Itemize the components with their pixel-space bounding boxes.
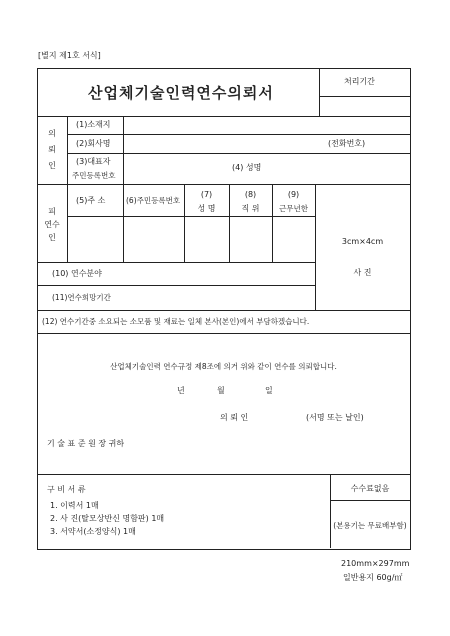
trainee-name-num: (7) (200, 190, 213, 199)
paper-stock: 일반용지 60g/㎡ (343, 573, 403, 582)
trainee-id-header: (6)주민등록번호 (126, 196, 181, 205)
processing-period-label: 처리기간 (344, 77, 375, 86)
form-title: 산업체기술인력연수의뢰서 (88, 84, 274, 102)
representative-id-label: 주민등록번호 (72, 171, 116, 180)
requester-sign-label: 의 뢰 인 (220, 413, 249, 422)
date-year: 년 (177, 386, 185, 395)
photo-label: 사 진 (353, 268, 372, 277)
trainee-years-num: (9) (287, 190, 300, 199)
recipient: 기 술 표 준 원 장 귀하 (47, 439, 125, 448)
trainee-group-label: 피 연수 인 (44, 207, 60, 242)
fee-label: 수수료없음 (350, 484, 390, 493)
representative-label: (3)대표자 (76, 157, 111, 166)
trainee-rank-num: (8) (244, 190, 257, 199)
document-item: 1. 이력서 1매 (50, 501, 99, 510)
trainee-years-header: 근무년한 (279, 204, 308, 213)
fee-note: (본용기는 무료배부함) (333, 521, 407, 530)
document-item: 3. 서약서(소정양식) 1매 (50, 527, 136, 536)
paper-size: 210mm×297mm (341, 559, 410, 568)
date-day: 일 (265, 386, 273, 395)
field-area-label: (10) 연수분야 (52, 269, 102, 278)
field-period-label: (11)연수희망기간 (52, 293, 111, 302)
documents-heading: 구 비 서 류 (47, 485, 86, 494)
name-label: (4) 성명 (232, 163, 262, 172)
requester-group-label: 의 뢰 인 (48, 129, 56, 170)
trainee-address-header: (5)주 소 (76, 196, 106, 205)
address-label: (1)소재지 (76, 120, 111, 129)
form-number: [별지 제1호 서식] (38, 51, 101, 60)
phone-label: (전화번호) (328, 139, 366, 148)
trainee-rank-header: 직 위 (241, 204, 260, 213)
date-month: 월 (217, 386, 225, 395)
signature-note: (서명 또는 날인) (306, 413, 364, 422)
photo-size: 3cm×4cm (341, 237, 384, 246)
document-item: 2. 사 진(탈모상반신 명함판) 1매 (50, 514, 165, 523)
company-label: (2)회사명 (76, 139, 111, 148)
request-statement: 산업체기술인력 연수규정 제8조에 의거 위와 같이 연수를 의뢰합니다. (110, 362, 337, 371)
trainee-name-header: 성 명 (197, 204, 216, 213)
expense-note: (12) 연수기간중 소요되는 소모품 및 재료는 일체 본사(본인)에서 부담하겠습니다. (42, 317, 310, 326)
